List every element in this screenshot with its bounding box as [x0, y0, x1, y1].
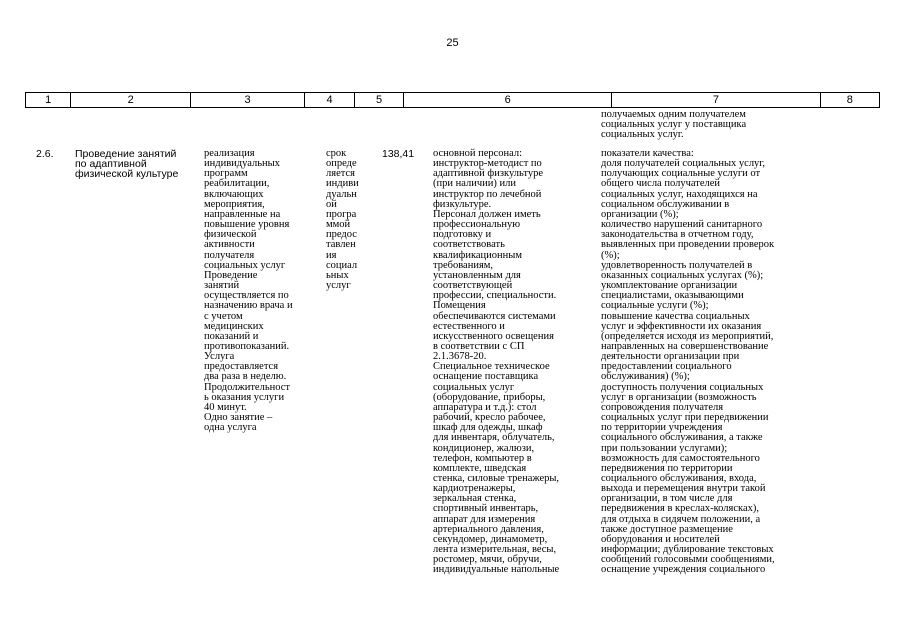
text-line: ьных [326, 269, 349, 281]
text-line: в соответствии с СП [433, 340, 525, 352]
text-line: зеркальная стенка, [433, 493, 517, 505]
text-line: получаемых одним получателем [601, 109, 746, 120]
text-line: Продолжительност [204, 381, 291, 393]
text-line: оснащение поставщика [433, 371, 539, 383]
quality-indicators [601, 149, 775, 576]
text-line: передвижения по территории [601, 462, 733, 474]
text-line: два раза в неделю. [204, 371, 287, 383]
text-line: комплекте, шведская [433, 462, 527, 474]
header-col-3: 3 [191, 93, 305, 107]
text-line: опреде [326, 158, 357, 170]
text-line: медицинских [204, 320, 264, 332]
page-number: 25 [446, 37, 459, 49]
text-line: оснащение учреждения социального [601, 564, 766, 576]
text-line: повышение качества социальных [601, 310, 750, 322]
header-col-2: 2 [71, 93, 191, 107]
text-line: искусственного освещения [433, 330, 554, 342]
text-line: артериального давления, [433, 523, 544, 535]
text-line: предоставляется [204, 361, 279, 373]
text-line: соответствовать [433, 239, 505, 251]
header-col-5: 5 [355, 93, 404, 107]
text-line: Одно занятие – [204, 412, 273, 424]
text-line: програ [326, 208, 357, 220]
text-line: законодательства в отчетном году, [601, 229, 754, 241]
text-line: предос [326, 229, 357, 241]
service-description [204, 149, 293, 433]
header-col-1: 1 [26, 93, 71, 107]
text-line: организации (%); [601, 208, 679, 220]
text-line: выявленных при проведении проверок [601, 239, 775, 251]
text-line: (определяется исходя из мероприятий, [601, 330, 774, 342]
text-line: 40 минут. [204, 401, 247, 413]
text-line: для отдыха в сидячем положении, а [601, 513, 761, 525]
text-line: программ [204, 168, 248, 180]
text-line: также доступное размещение [601, 523, 733, 535]
text-line: физкультуре. [433, 198, 492, 210]
text-line: возможность для самостоятельного [601, 452, 760, 464]
text-line: индиви [326, 178, 359, 190]
text-line: реализация [204, 148, 255, 159]
service-conditions [433, 149, 559, 576]
text-line: социального обслуживания, входа, [601, 473, 757, 484]
text-line: аппарат для измерения [433, 513, 536, 525]
text-line: лента измерительная, весы, [433, 544, 557, 556]
text-line: (оборудование, приборы, [433, 391, 546, 403]
text-line: естественного и [433, 320, 505, 332]
text-line: профессии, специальности. [433, 290, 557, 302]
text-line: ростомер, мячи, обручи, [433, 554, 542, 566]
service-term [326, 149, 359, 291]
text-line: кондиционер, жалюзи, [433, 442, 535, 454]
text-line: индивидуальных [204, 158, 280, 170]
text-line: Помещения [433, 300, 486, 312]
text-line: получателя [204, 249, 255, 261]
text-line: сопровождения получателя [601, 401, 724, 413]
text-line: аппаратура и т.д.): стол [433, 401, 537, 413]
service-name [75, 149, 178, 179]
text-line: получающих социальные услуги от [601, 168, 761, 180]
text-line: социальных услуг [204, 259, 286, 271]
text-line: по адаптивной [75, 158, 147, 171]
text-line: показаний и [204, 330, 259, 342]
text-line: удовлетворенность получателей в [601, 259, 753, 271]
text-line: (при наличии) или [433, 178, 516, 190]
text-line: доступность получения социальных [601, 381, 764, 393]
text-line: количество нарушений санитарного [601, 219, 763, 231]
text-line: Проведение [204, 269, 258, 281]
text-line: занятий [204, 280, 240, 292]
text-line: требованиям, [433, 259, 494, 271]
text-line: ляется [326, 168, 355, 180]
text-line: Специальное техническое [433, 361, 550, 373]
text-line: активности [204, 239, 255, 251]
text-line: социальных услуг при передвижении [601, 412, 769, 424]
text-line: предоставлении социального [601, 361, 732, 373]
header-col-8: 8 [846, 94, 853, 106]
text-line: услуг и эффективности их оказания [601, 320, 762, 332]
text-line: 2.1.3678-20. [433, 351, 487, 363]
text-line: телефон, компьютер в [433, 452, 532, 464]
text-line: назначению врача и [204, 300, 293, 312]
text-line: установленным для [433, 269, 521, 281]
text-line: рабочий, кресло рабочее, [433, 412, 546, 424]
text-line: направленных на совершенствование [601, 340, 769, 352]
text-line: социальных услуг [433, 381, 515, 393]
text-line: оборудования и носителей [601, 533, 720, 545]
text-line: социальных услуг у поставщика [601, 119, 747, 131]
text-line: направленные на [204, 208, 281, 220]
text-line: организации, в том числе для [601, 493, 733, 505]
text-line: реабилитации, [204, 178, 270, 190]
table-header-row [25, 92, 880, 108]
text-line: секундомер, динамометр, [433, 533, 548, 545]
text-line: при пользовании услугами); [601, 442, 728, 454]
text-line: выхода и перемещения внутри такой [601, 483, 766, 495]
text-line: показатели качества: [601, 148, 694, 159]
text-line: информации; дублирование текстовых [601, 544, 774, 556]
text-line: ь оказания услуги [204, 391, 285, 403]
text-line: услуг в организации (возможность [601, 391, 757, 403]
text-line: ой [326, 198, 337, 210]
text-line: по территории учреждения [601, 422, 723, 434]
text-line: для инвентаря, облучатель, [433, 432, 555, 444]
text-line: физической [204, 229, 257, 241]
text-line: социальные услуги (%); [601, 300, 709, 312]
text-line: спортивный инвентарь, [433, 503, 539, 515]
text-line: общего числа получателей [601, 178, 721, 190]
text-line: инструктор-методист по [433, 158, 542, 170]
text-line: мероприятия, [204, 198, 265, 210]
text-line: профессиональную [433, 219, 521, 231]
text-line: шкаф для одежды, шкаф [433, 422, 543, 434]
text-line: противопоказаний. [204, 340, 290, 352]
header-col-7: 7 [612, 93, 820, 107]
header-col-6: 6 [404, 93, 612, 107]
text-line: стенка, силовые тренажеры, [433, 473, 560, 484]
text-line: социальном обслуживании в [601, 198, 730, 210]
text-line: услуг [326, 280, 351, 292]
text-line: сообщений голосовыми сообщениями, [601, 554, 775, 566]
text-line: соответствующей [433, 280, 513, 292]
text-line: оказанных социальных услугах (%); [601, 269, 764, 281]
text-line: дуальн [326, 188, 357, 200]
text-line: квалификационным [433, 249, 522, 261]
text-line: специалистами, оказывающими [601, 290, 744, 302]
text-line: социал [326, 259, 358, 271]
text-line: кардиотренажеры, [433, 483, 516, 495]
text-line: инструктор по лечебной [433, 188, 542, 200]
header-col-4: 4 [305, 93, 355, 107]
text-line: Персонал должен иметь [433, 208, 541, 220]
text-line: одна услуга [204, 422, 257, 434]
text-line: включающих [204, 188, 264, 200]
text-line: осуществляется по [204, 290, 289, 302]
text-line: подготовку и [433, 229, 492, 241]
text-line: адаптивной физкультуре [433, 168, 543, 180]
text-line: Проведение занятий [75, 148, 177, 160]
text-line: ия [326, 249, 337, 261]
text-line: физической культуре [75, 168, 179, 181]
text-line: повышение уровня [204, 219, 290, 231]
text-line: укомплектование организации [601, 280, 738, 292]
carryover-quality-text [601, 110, 746, 140]
service-tariff: 138,41 [382, 148, 415, 160]
text-line: доля получателей социальных услуг, [601, 158, 766, 170]
text-line: социальных услуг. [601, 129, 684, 141]
text-line: деятельности организации при [601, 351, 740, 363]
text-line: срок [326, 148, 347, 159]
text-line: Услуга [204, 351, 235, 363]
text-line: обеспечиваются системами [433, 310, 556, 322]
row-number: 2.6. [36, 148, 54, 160]
text-line: с учетом [204, 310, 243, 322]
text-line: обслуживания) (%); [601, 371, 690, 383]
text-line: индивидуальные напольные [433, 564, 560, 576]
text-line: социальных услуг, находящихся на [601, 188, 758, 200]
text-line: ммой [326, 219, 351, 231]
text-line: социального обслуживания, а также [601, 432, 763, 444]
text-line: (%); [601, 249, 620, 261]
text-line: основной персонал: [433, 148, 523, 159]
text-line: тавлен [326, 239, 356, 251]
text-line: передвижения в креслах-колясках), [601, 503, 759, 515]
